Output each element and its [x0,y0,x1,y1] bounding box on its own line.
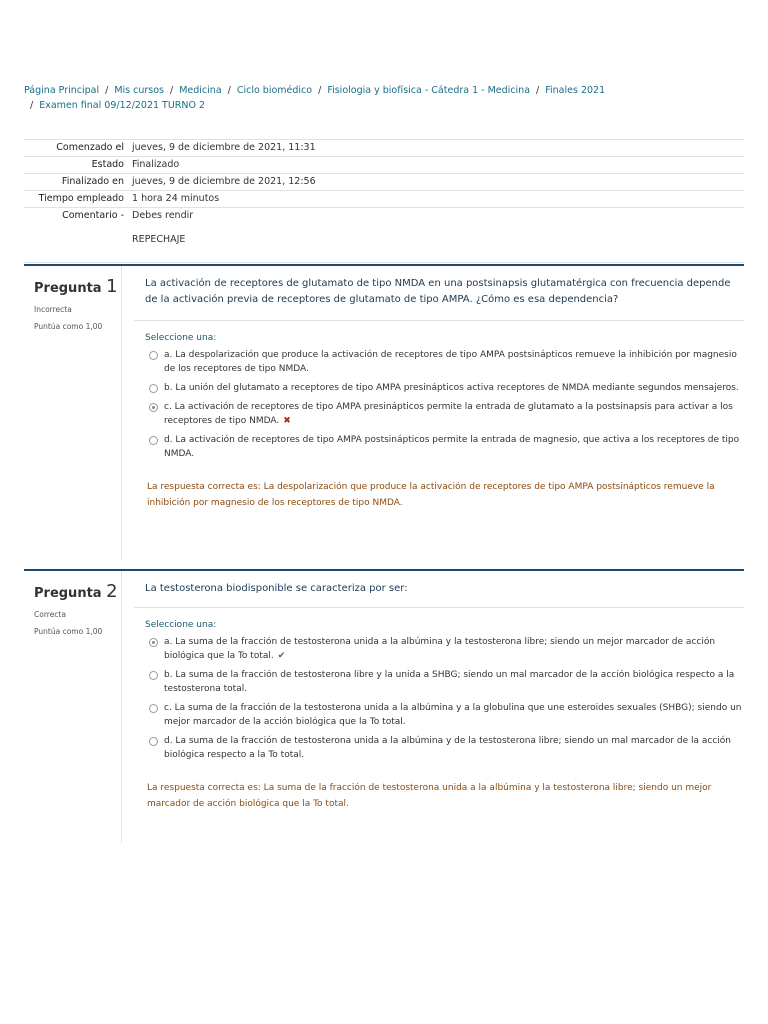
summary-row [24,157,744,174]
answer-option-b[interactable] [149,668,744,696]
summary-value: jueves, 9 de diciembre de 2021, 12:56 [132,174,744,191]
option-text-content: a. La suma de la fracción de testosterona unida a la albúmina y la testosterona libre; siendo un mejor marcador de acción biológica que la To total. [164,637,716,661]
breadcrumb-ciclo[interactable]: Ciclo biomédico [236,85,313,96]
summary-label: Tiempo empleado [24,191,132,208]
summary-row [24,191,744,208]
answer-option-d[interactable] [149,433,744,461]
question-state: Correcta [34,610,66,619]
comment-line: Debes rendir [132,210,194,221]
question-content [134,266,744,511]
summary-row [24,140,744,157]
breadcrumb-separator: / [30,100,34,111]
breadcrumb-separator: / [170,85,174,96]
breadcrumb-separator: / [536,85,540,96]
radio-button[interactable] [149,351,158,360]
question-grade: Puntúa como 1,00 [34,627,103,636]
question-label: Pregunta [34,586,102,601]
question-number [34,276,121,297]
option-text: c. La suma de la fracción de la testosterona unida a la albúmina y a la globulina que une esteroides sexuales (SHBG); siendo un mejor marcador de la acción biológica que la To total. [164,703,742,727]
question-text: La testosterona biodisponible se caracteriza por ser: [134,571,744,608]
radio-button-selected[interactable] [149,638,158,647]
question-content [134,571,744,812]
question-label: Pregunta [34,281,102,296]
answer-option-c[interactable] [149,400,744,428]
question-2 [24,569,744,843]
answer-prompt: Seleccione una: [145,333,217,343]
radio-button[interactable] [149,671,158,680]
question-info [24,266,122,560]
option-text: b. La unión del glutamato a receptores de tipo AMPA presinápticos activa receptores de NMDA mediante segundos mensajeros. [164,383,739,393]
breadcrumb-separator: / [318,85,322,96]
option-text: a. La despolarización que produce la activación de receptores de tipo AMPA postsinápticos remueve la inhibición por magnesio de los receptores de tipo NMDA. [164,350,737,374]
breadcrumb-course[interactable]: Fisiologia y biofísica - Cátedra 1 - Medicina [327,85,531,96]
radio-button-selected[interactable] [149,403,158,412]
breadcrumb-home[interactable]: Página Principal [24,85,100,96]
option-text [164,635,744,663]
summary-comment [132,208,744,263]
comment-line: REPECHAJE [132,234,186,245]
breadcrumb-mis-cursos[interactable]: Mis cursos [114,85,165,96]
option-text: d. La activación de receptores de tipo AMPA postsinápticos permite la entrada de magnesio, que activa a los receptores de tipo NMDA. [164,435,740,459]
answer-block [134,608,744,812]
breadcrumb-separator: / [105,85,109,96]
question-info [24,571,122,843]
answer-option-d[interactable] [149,734,744,762]
question-grade: Puntúa como 1,00 [34,322,103,331]
breadcrumb [24,83,744,113]
answer-option-a[interactable] [149,348,744,376]
answer-option-b[interactable] [149,381,744,395]
radio-button[interactable] [149,436,158,445]
summary-value: jueves, 9 de diciembre de 2021, 11:31 [132,140,744,157]
option-text-content: c. La activación de receptores de tipo AMPA presinápticos permite la entrada de glutamato a la postsinapsis para activar a los receptores de tipo NMDA. [164,402,733,426]
summary-value: 1 hora 24 minutos [132,191,744,208]
correct-answer-feedback: La respuesta correcta es: La suma de la fracción de testosterona unida a la albúmina y la testosterona libre; siendo un mejor marcador de acción biológica que la To total. [147,783,712,809]
question-number [34,581,121,602]
radio-button[interactable] [149,384,158,393]
breadcrumb-finales[interactable]: Finales 2021 [545,85,606,96]
summary-label: Estado [24,157,132,174]
incorrect-icon: ✖ [283,416,291,426]
breadcrumb-exam[interactable]: Examen final 09/12/2021 TURNO 2 [39,100,206,111]
option-text [164,400,744,428]
option-text: d. La suma de la fracción de testosterona unida a la albúmina y de la testosterona libre; siendo un mal marcador de la acción biológica respecto a la To total. [164,736,731,760]
answer-option-c[interactable] [149,701,744,729]
summary-label: Comentario - [24,208,132,263]
question-1 [24,264,744,560]
summary-value: Finalizado [132,157,744,174]
question-state: Incorrecta [34,305,72,314]
answer-option-a[interactable] [149,635,744,663]
correct-answer-feedback: La respuesta correcta es: La despolarización que produce la activación de receptores de tipo AMPA postsinápticos remueve la inhibición por magnesio de los receptores de tipo NMDA. [147,482,715,508]
question-text: La activación de receptores de glutamato de tipo NMDA en una postsinapsis glutamatérgica con frecuencia depende de la activación previa de receptores de glutamato de tipo AMPA. ¿Cómo es esa dependencia? [134,266,744,321]
radio-button[interactable] [149,704,158,713]
summary-row [24,174,744,191]
summary-label: Finalizado en [24,174,132,191]
correct-icon: ✔ [277,651,286,661]
answer-block [134,321,744,511]
question-number-value: 2 [106,581,118,602]
summary-row-comment [24,208,744,263]
radio-button[interactable] [149,737,158,746]
answer-prompt: Seleccione una: [145,620,217,630]
breadcrumb-medicina[interactable]: Medicina [179,85,222,96]
option-text: b. La suma de la fracción de testosterona libre y la unida a SHBG; siendo un mal marcador de la acción biológica respecto a la testosterona total. [164,670,735,694]
question-number-value: 1 [106,276,118,297]
breadcrumb-separator: / [227,85,231,96]
summary-label: Comenzado el [24,140,132,157]
attempt-summary [24,139,744,263]
